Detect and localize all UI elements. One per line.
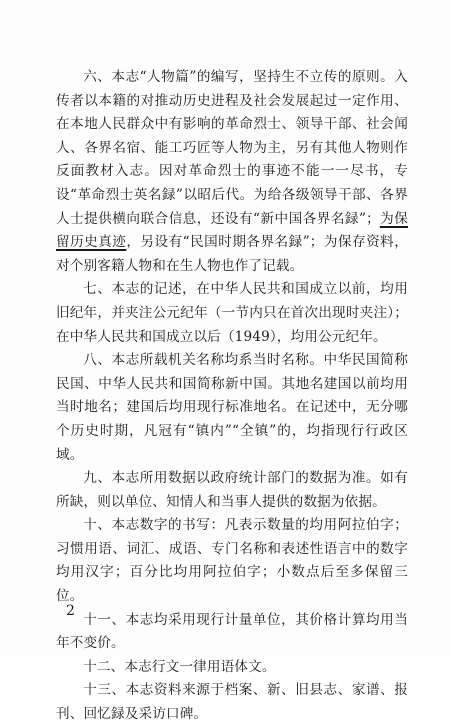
paragraph-text: 十一、本志均采用现行计量单位，其价格计算均用当年不变价。	[56, 611, 408, 652]
paragraph-p7	[56, 278, 408, 349]
paragraph-p13	[56, 679, 408, 726]
paragraph-p10	[56, 514, 408, 608]
page-number: 2	[66, 603, 75, 619]
body-text	[56, 66, 408, 727]
paragraph-text: 八、本志所载机关名称均系当时名称。中华民国简称民国、中华人民共和国简称新中国。其地名建国以前均用当时地名；建国后均用现行标准地名。在记述中，无分哪个历史时期，凡冠有“镇内”“全镇”的，均指现行行政区域。	[56, 352, 408, 463]
underlined-text: 为保留历史真迹	[56, 210, 408, 251]
paragraph-text: 十三、本志资料来源于档案、新、旧县志、家谱、报刊、回忆録及采访口碑。	[56, 682, 408, 723]
paragraph-p6	[56, 66, 408, 278]
paragraph-text: 十、本志数字的书写：凡表示数量的均用阿拉伯字；习惯用语、词汇、成语、专门名称和表述性语言中的数字均用汉字；百分比均用阿拉伯字；小数点后至多保留三位。	[56, 517, 408, 605]
paragraph-text: 十二、本志行文一律用语体文。	[83, 658, 276, 675]
paragraph-text: 七、本志的记述，在中华人民共和国成立以前，均用旧纪年，并夹注公元纪年（一节内只在首次出现时夹注）；在中华人民共和国成立以后（1949），均用公元纪年。	[56, 281, 408, 345]
paragraph-p9	[56, 467, 408, 514]
paragraph-text: ，另设有“民国时期各界名録”；为保存资料，对个别客籍人物和在生人物也作了记载。	[56, 234, 408, 274]
paragraph-text: 六、本志“人物篇”的编写，坚持生不立传的原则。入传者以本籍的对推动历史进程及社会发展起过一定作用、在本地人民群众中有影响的革命烈士、领导干部、社会闻人、各界名宿、能工巧匠等人物为主，另有其他人物则作反面教材入志。因对革命烈士的事迹不能一一尽书，专设“革命烈士英名録”以昭后代。为给各级领导干部、各界人士提供横向联合信息，还设有“新中国各界名録”；	[56, 69, 408, 227]
paragraph-text: 九、本志所用数据以政府统计部门的数据为准。如有所缺，则以单位、知情人和当事人提供的数据为依据。	[56, 470, 408, 510]
paragraph-p11	[56, 609, 408, 656]
paragraph-p8	[56, 349, 408, 467]
paragraph-p12	[56, 656, 408, 680]
